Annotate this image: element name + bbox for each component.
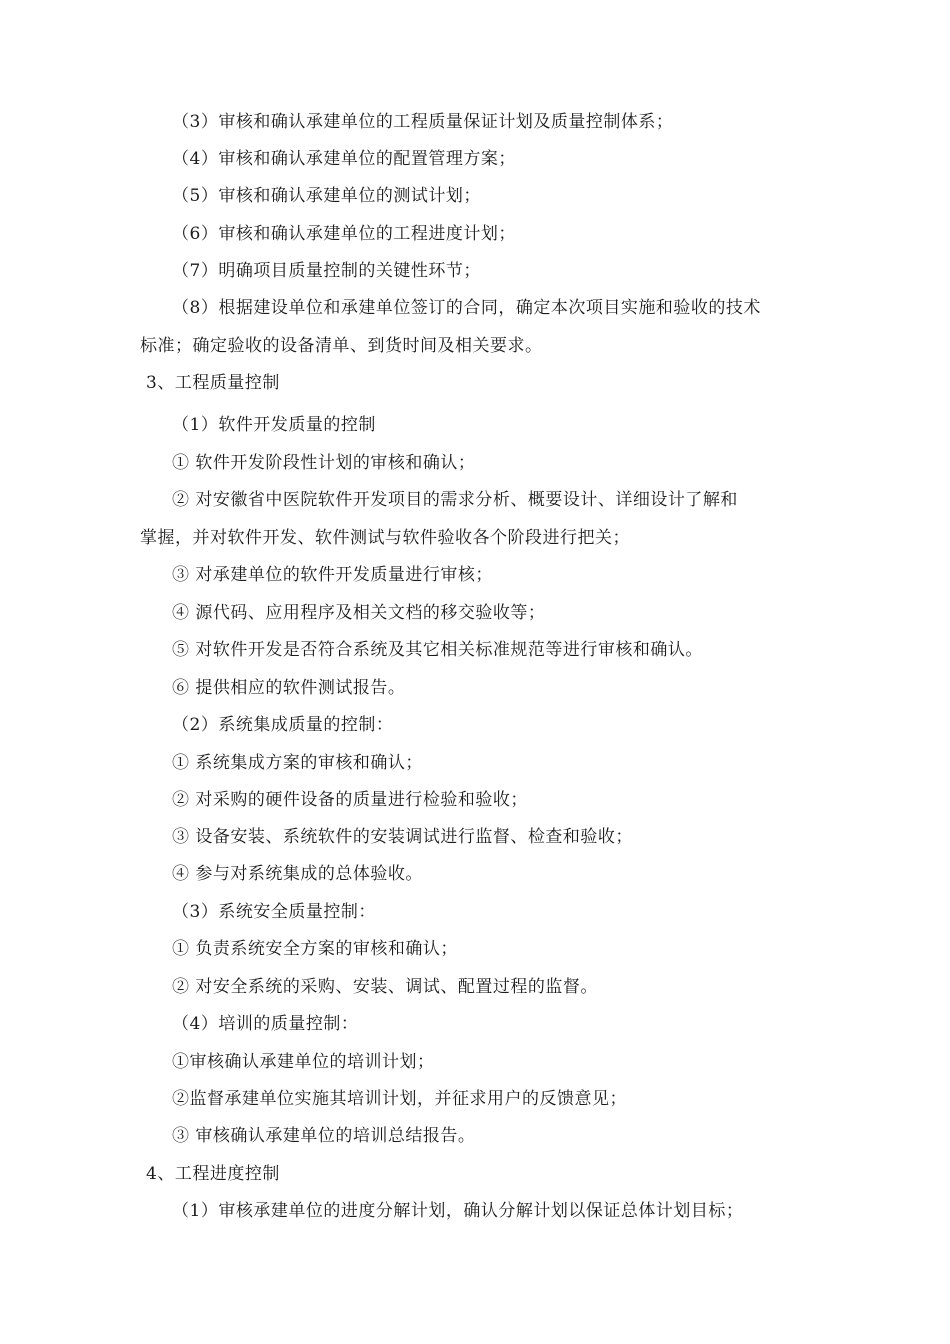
item-5-test-plan: （5）审核和确认承建单位的测试计划； xyxy=(172,186,481,206)
software-item-4: ④ 源代码、应用程序及相关文档的移交验收等； xyxy=(172,603,546,623)
integration-item-2: ② 对采购的硬件设备的质量进行检验和验收； xyxy=(172,790,528,810)
training-item-1: ①审核确认承建单位的培训计划； xyxy=(172,1052,435,1072)
integration-item-1: ① 系统集成方案的审核和确认； xyxy=(172,753,423,773)
subsection-integration-quality: （2）系统集成质量的控制： xyxy=(172,715,394,735)
software-item-5: ⑤ 对软件开发是否符合系统及其它相关标准规范等进行审核和确认。 xyxy=(172,640,703,660)
integration-item-4: ④ 参与对系统集成的总体验收。 xyxy=(172,864,423,884)
item-3-quality-plan: （3）审核和确认承建单位的工程质量保证计划及质量控制体系； xyxy=(172,112,674,132)
integration-item-3: ③ 设备安装、系统软件的安装调试进行监督、检查和验收； xyxy=(172,827,633,847)
training-item-3: ③ 审核确认承建单位的培训总结报告。 xyxy=(172,1126,476,1146)
subsection-security-quality: （3）系统安全质量控制： xyxy=(172,902,376,922)
security-item-2: ② 对安全系统的采购、安装、调试、配置过程的监督。 xyxy=(172,977,598,997)
software-item-2-line-2: 掌握，并对软件开发、软件测试与软件验收各个阶段进行把关； xyxy=(140,528,630,548)
software-item-6: ⑥ 提供相应的软件测试报告。 xyxy=(172,678,406,698)
security-item-1: ① 负责系统安全方案的审核和确认； xyxy=(172,939,458,959)
section-heading-schedule-control: 4、工程进度控制 xyxy=(146,1164,280,1184)
item-4-config-management: （4）审核和确认承建单位的配置管理方案； xyxy=(172,149,516,169)
section-heading-quality-control: 3、工程质量控制 xyxy=(146,373,280,393)
software-item-1: ① 软件开发阶段性计划的审核和确认； xyxy=(172,453,476,473)
item-6-schedule-plan: （6）审核和确认承建单位的工程进度计划； xyxy=(172,224,516,244)
item-8-contract-line-1: （8）根据建设单位和承建单位签订的合同，确定本次项目实施和验收的技术 xyxy=(172,298,761,318)
item-7-key-steps: （7）明确项目质量控制的关键性环节； xyxy=(172,261,481,281)
software-item-3: ③ 对承建单位的软件开发质量进行审核； xyxy=(172,565,493,585)
training-item-2: ②监督承建单位实施其培训计划，并征求用户的反馈意见； xyxy=(172,1089,627,1109)
schedule-item-1: （1）审核承建单位的进度分解计划，确认分解计划以保证总体计划目标； xyxy=(172,1201,744,1221)
software-item-2-line-1: ② 对安徽省中医院软件开发项目的需求分析、概要设计、详细设计了解和 xyxy=(172,490,738,510)
item-8-contract-line-2: 标准；确定验收的设备清单、到货时间及相关要求。 xyxy=(140,336,543,356)
subsection-software-quality: （1）软件开发质量的控制 xyxy=(172,415,376,435)
subsection-training-quality: （4）培训的质量控制： xyxy=(172,1014,359,1034)
